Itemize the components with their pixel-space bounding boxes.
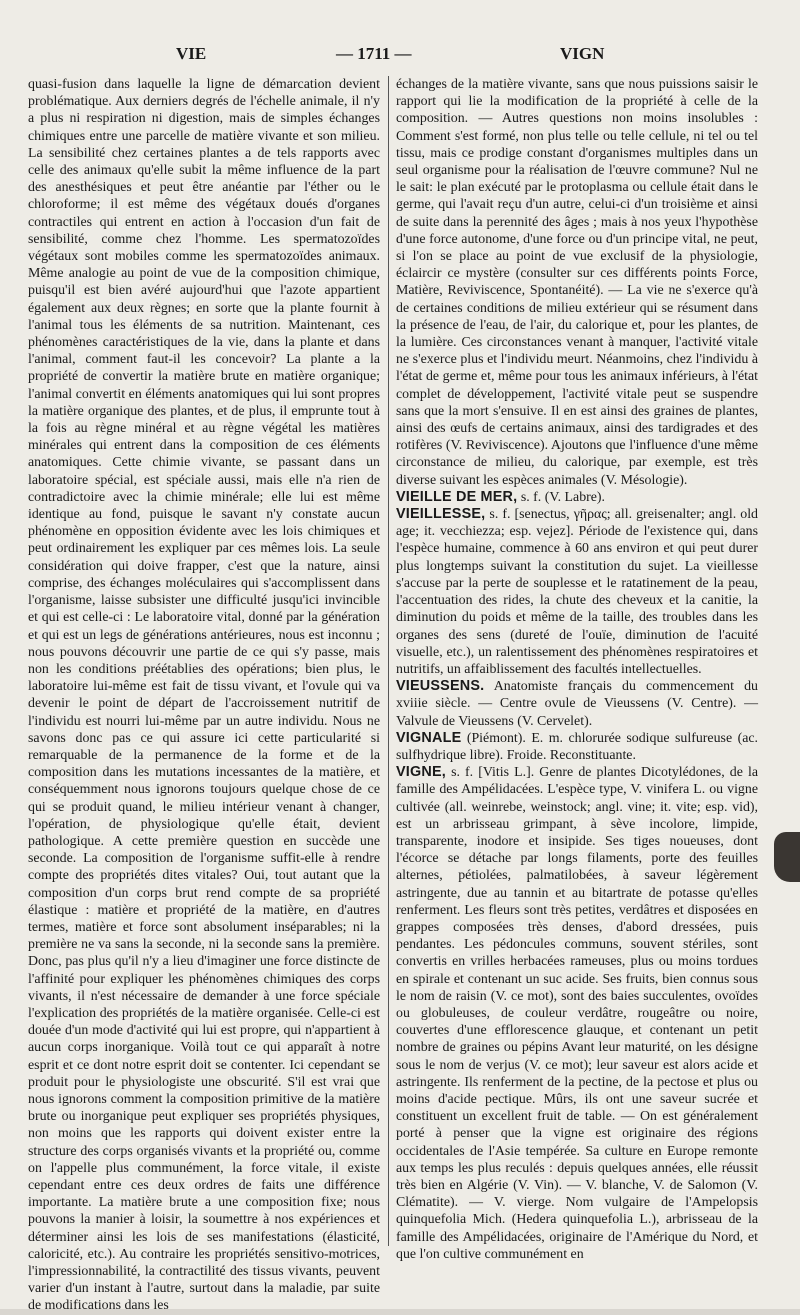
entry-vieillesse xyxy=(396,506,758,678)
entry-text: s. f. (V. Labre). xyxy=(517,489,606,505)
entry-vignale xyxy=(396,730,758,764)
headword: VIGNE, xyxy=(396,764,446,781)
right-column-intro: échanges de la matière vivante, sans que nous puissions saisir le rapport qui lie la modification de la propriété à celle de la composition. — Autres questions non moins insolubles : Comment s'est formé, non plus telle ou telle cellule, ni tel ou tel tissu, mais ce prodige constant d'organismes multiples dans un seul organisme pour la réalisation de l'œuvre commune? Nul ne le sait: le plan exécuté par le protoplasma ou cellule était dans le germe, qui l'avait reçu d'un autre, celui-ci d'un troisième et ainsi de suite dans la perennité des âges ; mais à nos yeux l'hypothèse d'une force autonome, d'une force ou d'un principe vital, ne peut, si l'on se place au point de vue exclusif de la physiologie, éclaircir ce mystère (consulter sur ces différents points Force, Matière, Reviviscence, Spontanéité). — La vie ne s'exerce qu'à de certaines conditions de milieu extérieur qui se résument dans la présence de l'eau, de l'air, du calorique et, pour les plantes, de la lumière. Ces circonstances venant à manquer, l'activité vitale ne s'exerce plus et l'individu meurt. Néanmoins, chez l'individu à l'état de germe et, même pour tous les animaux inférieurs, à l'état complet de développement, l'activité vitale peut se suspendre sans que la mort s'ensuive. Il en est ainsi des graines de plantes, ainsi des œufs de certains animaux, ainsi des tardigrades et des rotifères (V. Reviviscence). Ajoutons que l'influence d'une même circonstance de milieu, du calorique, par exemple, est très diverse suivant les espèces animales (V. Mésologie). xyxy=(396,77,758,488)
column-divider xyxy=(388,76,389,1246)
headword: VIEUSSENS. xyxy=(396,678,485,695)
left-column-text: quasi-fusion dans laquelle la ligne de démarcation devient problématique. Aux derniers degrés de l'échelle animale, il n'y a plus ni respiration ni digestion, mais de simples échanges chimiques entre une parcelle de matière vivante et son milieu. La sensibilité chez certaines plantes a de tels rapports avec celle des animaux qu'elle subit la même influence de la part des anesthésiques et peut être anéantie par l'éther ou le chloroforme; il est même des végétaux doués d'organes contractiles qui entrent en action à l'occasion d'un fait de sensibilité, comme chez l'homme. Les spermatozoïdes végétaux sont mobiles comme les spermatozoïdes animaux. Même analogie au point de vue de la composition chimique, puisqu'il est bien avéré aujourd'hui que l'azote appartient également aux deux règnes; en sorte que la plante fournit à l'animal tous les éléments de sa nutrition. Maintenant, ces phénomènes caractéristiques de la vie, dans la plante et dans l'animal, comment faut-il les concevoir? La plante a la propriété de convertir la matière brute en matière organique; l'animal convertit en éléments anatomiques qui lui sont propres la matière organique des plantes, et de plus, il emprunte tout à la fois au règne minéral et au règne végétal les matières minérales qui entrent dans la composition de ces éléments anatomiques. Cette chimie vivante, se passant dans un laboratoire spécial, est spéciale aussi, mais elle n'a rien de contradictoire avec la chimie minérale; elle lui est même identique au fond, puisque le savant n'y constate aucun phénomène en opposition évidente avec les lois chimiques et peut ordinairement les expliquer par ces mêmes lois. La seule considération qui doive frapper, c'est que la nature, ainsi comprise, des échanges moléculaires qui s'accomplissent dans l'organisme, laisse subsister une difficulté jusqu'ici invincible et qui est celle-ci : Le laboratoire vital, donné par la génération et qui est un legs de générations antérieures, nous est inconnu ; nous pouvons découvrir une partie de ce qui s'y passe, mais non les conditions préétablies des opérations; bien plus, le laboratoire lui-même est fait de tissu vivant, et l'ovule qui va devenir le point de départ de l'accroissement nutritif de l'individu est nourri lui-même par un autre individu. Nous ne savons donc pas ce qui assure ici cette particularité si remarquable de la permanence de la forme et de la composition dans les mutations incessantes de la matière, et conséquemment nous ignorons toujours quelque chose de ce qui se produit quand, le milieu intérieur venant à changer, l'opération, de physiologique qu'elle était, devient pathologique. A cette première question en succède une seconde. La composition de l'organisme suffit-elle à rendre compte des propriétés dites vitales? Oui, tout autant que la composition d'un corps brut rend compte de sa propriété élastique : matière et propriété de la matière, en d'autres termes, matière et force sont absolument inséparables; ni la première ne va sans la seconde, ni la seconde sans la première. Donc, pas plus qu'il n'y a lieu d'imaginer une force distincte de l'affinité pour expliquer les phénomènes chimiques des corps vivants, il n'est nécessaire de demander à une force spéciale l'explication des propriétés de la matière organisée. Celle-ci est douée d'un mode d'activité qui lui est propre, qui n'appartient à aucun corps inorganique. Voilà tout ce qui apparaît à notre esprit et ce dont notre esprit doit se contenter. Ici cependant se produit pour le physiologiste une obscurité. S'il est vrai que nous ignorons comment la composition primitive de la matière brute ou inorganique peut expliquer ses propriétés physiques, non moins que les rapports qui doivent exister entre la structure des corps organisés vivants et la propriété ou, comme on l'appelle plus communément, la force vitale, il existe cependant entre ces deux ordres de faits une différence importante. La matière brute a une composition fixe; nous pouvons la manier à loisir, la soumettre à nos expériences et déterminer ainsi les lois de ses manifestations (élasticité, caloricité, etc.). Au contraire les propriétés sensitivo-motrices, l'impressionnabilité, la contractilité des tissus vivants, peuvent varier d'un instant à l'autre, surtout dans la maladie, par suite de modifications dans les xyxy=(28,77,380,1314)
entry-vieille-de-mer xyxy=(396,489,758,506)
left-column xyxy=(28,76,380,1314)
headword: VIEILLESSE, xyxy=(396,506,486,523)
entry-vieussens xyxy=(396,678,758,730)
entry-text: s. f. [Vitis L.]. Genre de plantes Dicotylédones, de la famille des Ampélidacées. L'espèce type, V. vinifera L. ou vigne cultivée (all. weinrebe, weinstock; angl. vine; it. vite; esp. vid), est un arbrisseau grimpant, à sève incolore, limpide, transparente, inodore et insipide. Ses tiges noueuses, dont l'écorce se détache par longs filaments, porte des feuilles alternes, pétiolées, palmatilobées, à saveur légèrement astringente, due au tannin et au bitartrate de potasse qu'elles renferment. Les fleurs sont très petites, verdâtres et disposées en grappes composées très denses, d'abord dressées, puis pendantes. Les pédoncules communs, souvent stériles, sont convertis en vrilles herbacées rameuses, plus ou moins tordues en spirale et contenant un suc acide. Ses fruits, bien connus sous le nom de raisin (V. ce mot), sont des baies succulentes, ovoïdes ou globuleuses, de couleur verdâtre, rougeâtre ou noire, couvertes d'une efflorescence glauque, et contenant un petit nombre de graines ou pépins Avant leur maturité, on les désigne sous le nom de verjus (V. ce mot); leur saveur est alors acide et astringente. Ils renferment de la pectine, de la pectose et plus ou moins d'acide pectique. Mûrs, ils ont une saveur sucrée et constituent un excellent fruit de table. — On est généralement porté à penser que la vigne est originaire des régions occidentales de l'Asie tempérée. Sa culture en Europe remonte aux temps les plus reculés : depuis quelques années, elle réussit très bien en Algérie (V. Vin). — V. blanche, V. de Salomon (V. Clématite). — V. vierge. Nom vulgaire de l'Ampelopsis quinquefolia Mich. (Hedera quinquefolia L.), arbrisseau de la famille des Ampélidacées, originaire de l'Amérique du Nord, et que l'on cultive communément en xyxy=(396,765,758,1262)
page-number: — 1711 — xyxy=(336,44,412,63)
entry-vigne xyxy=(396,764,758,1263)
header-right-word: VIGN xyxy=(560,44,605,63)
entry-text: s. f. [senectus, γῆρας; all. greisenalter; angl. old age; it. vecchiezza; esp. vejez]. Période de l'existence qui, dans l'espèce humaine, commence à 60 ans environ et qui peut durer plus longtemps suivant la constitution du sujet. La vieillesse s'accuse par la perte de souplesse et le ratatinement de la peau, l'accentuation des rides, la chute des cheveux et la canitie, la diminution du poids et même de la taille, des troubles dans les organes des sens (dureté de l'ouïe, diminution de l'acuité visuelle, etc.), un ralentissement des phénomènes respiratoires et nutritifs, un affaiblissement des facultés intellectuelles. xyxy=(396,507,758,677)
page-edge-shadow xyxy=(774,832,800,882)
entry-text: Anatomiste français du commencement du xviiie siècle. — Centre ovule de Vieussens (V. Centre). — Valvule de Vieussens (V. Cervelet). xyxy=(396,679,758,729)
headword: VIEILLE DE MER, xyxy=(396,488,518,505)
entry-text: (Piémont). E. m. chlorurée sodique sulfureuse (ac. sulfhydrique libre). Froide. Reconstituante. xyxy=(396,730,758,763)
headword: VIGNALE xyxy=(396,729,462,746)
header-left-word: VIE xyxy=(176,44,207,63)
running-header xyxy=(0,44,800,74)
right-column xyxy=(396,76,758,1262)
